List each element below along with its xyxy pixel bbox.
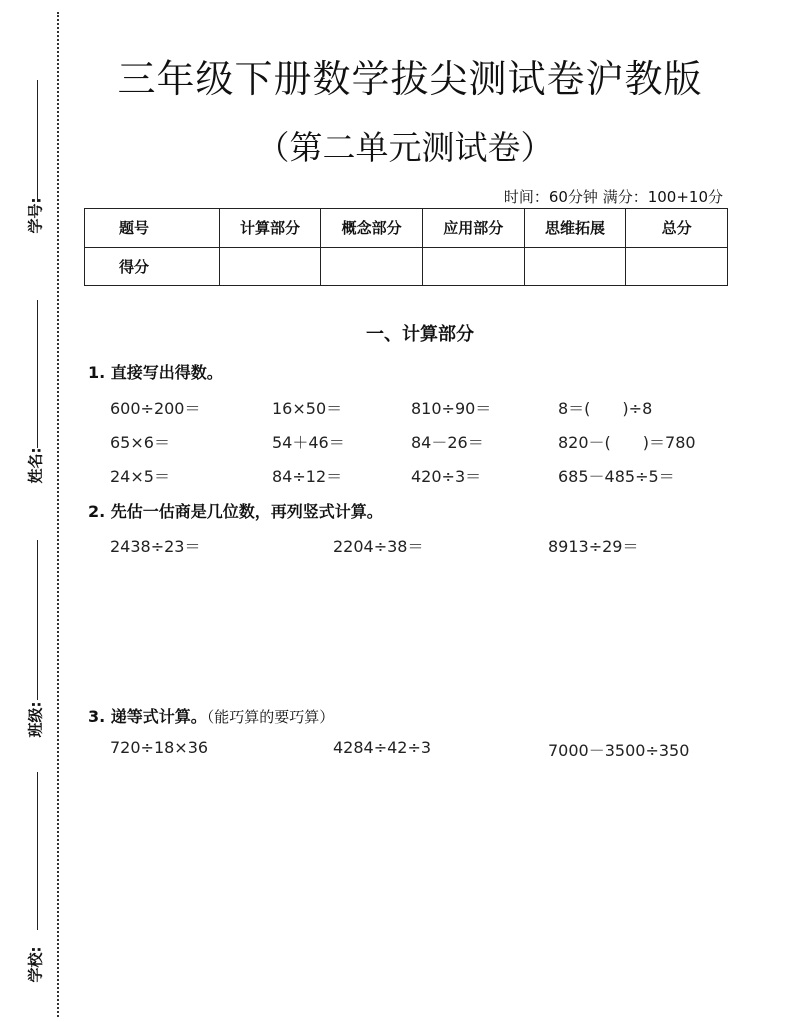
q2-expression: 2204÷38＝	[333, 537, 424, 556]
header-cell-question-no: 题号	[85, 209, 220, 248]
q1-expression: 54＋46＝	[272, 433, 345, 452]
q1-expression: 420÷3＝	[411, 467, 482, 486]
q1-expression: 24×5＝	[110, 467, 170, 486]
score-table	[84, 208, 728, 286]
q1-expression: 8＝( )÷8	[558, 399, 653, 418]
student-id-label: 学号:	[26, 197, 45, 234]
margin-field-class	[20, 540, 50, 740]
score-table-header-row	[85, 209, 728, 248]
score-cell-thinking[interactable]	[524, 247, 626, 286]
question-3-heading-text: 3. 递等式计算。	[88, 707, 207, 726]
q3-expression: 7000－3500÷350	[548, 741, 690, 760]
margin-field-name	[20, 300, 50, 490]
header-cell-thinking: 思维拓展	[524, 209, 626, 248]
exam-meta: 时间：60分钟 满分：100+10分	[503, 188, 723, 206]
header-cell-total: 总分	[626, 209, 728, 248]
question-3-heading	[88, 704, 334, 727]
q1-expression: 685－485÷5＝	[558, 467, 675, 486]
header-cell-application: 应用部分	[422, 209, 524, 248]
q1-expression: 84－26＝	[411, 433, 484, 452]
margin-field-school	[20, 772, 50, 982]
q1-expression: 810÷90＝	[411, 399, 492, 418]
question-2-heading: 2. 先估一估商是几位数，再列竖式计算。	[88, 502, 383, 521]
class-line	[37, 540, 38, 700]
section-title-calculation: 一、计算部分	[366, 324, 474, 345]
name-label: 姓名:	[26, 447, 45, 484]
score-table-score-row	[85, 247, 728, 286]
page-subtitle: （第二单元测试卷）	[256, 128, 554, 167]
page-title: 三年级下册数学拔尖测试卷沪教版	[117, 57, 703, 101]
margin-field-student-id	[20, 80, 50, 240]
score-cell-total[interactable]	[626, 247, 728, 286]
q1-expression: 65×6＝	[110, 433, 170, 452]
question-3-note: （能巧算的要巧算）	[206, 708, 335, 726]
q1-expression: 600÷200＝	[110, 399, 201, 418]
question-1-heading: 1. 直接写出得数。	[88, 363, 223, 382]
binding-dotted-line	[57, 12, 59, 1017]
q2-expression: 2438÷23＝	[110, 537, 201, 556]
q1-expression: 16×50＝	[272, 399, 343, 418]
score-cell-concept[interactable]	[321, 247, 423, 286]
header-cell-calculation: 计算部分	[219, 209, 321, 248]
row-label-score: 得分	[85, 247, 220, 286]
student-id-line	[37, 80, 38, 202]
school-line	[37, 772, 38, 930]
q3-expression: 720÷18×36	[110, 738, 209, 757]
score-cell-application[interactable]	[422, 247, 524, 286]
class-label: 班级:	[26, 701, 45, 738]
header-cell-concept: 概念部分	[321, 209, 423, 248]
name-line	[37, 300, 38, 448]
score-cell-calculation[interactable]	[219, 247, 321, 286]
q3-expression: 4284÷42÷3	[333, 738, 432, 757]
q1-expression: 84÷12＝	[272, 467, 343, 486]
school-label: 学校:	[26, 946, 45, 983]
q1-expression: 820－( )＝780	[558, 433, 696, 452]
q2-expression: 8913÷29＝	[548, 537, 639, 556]
